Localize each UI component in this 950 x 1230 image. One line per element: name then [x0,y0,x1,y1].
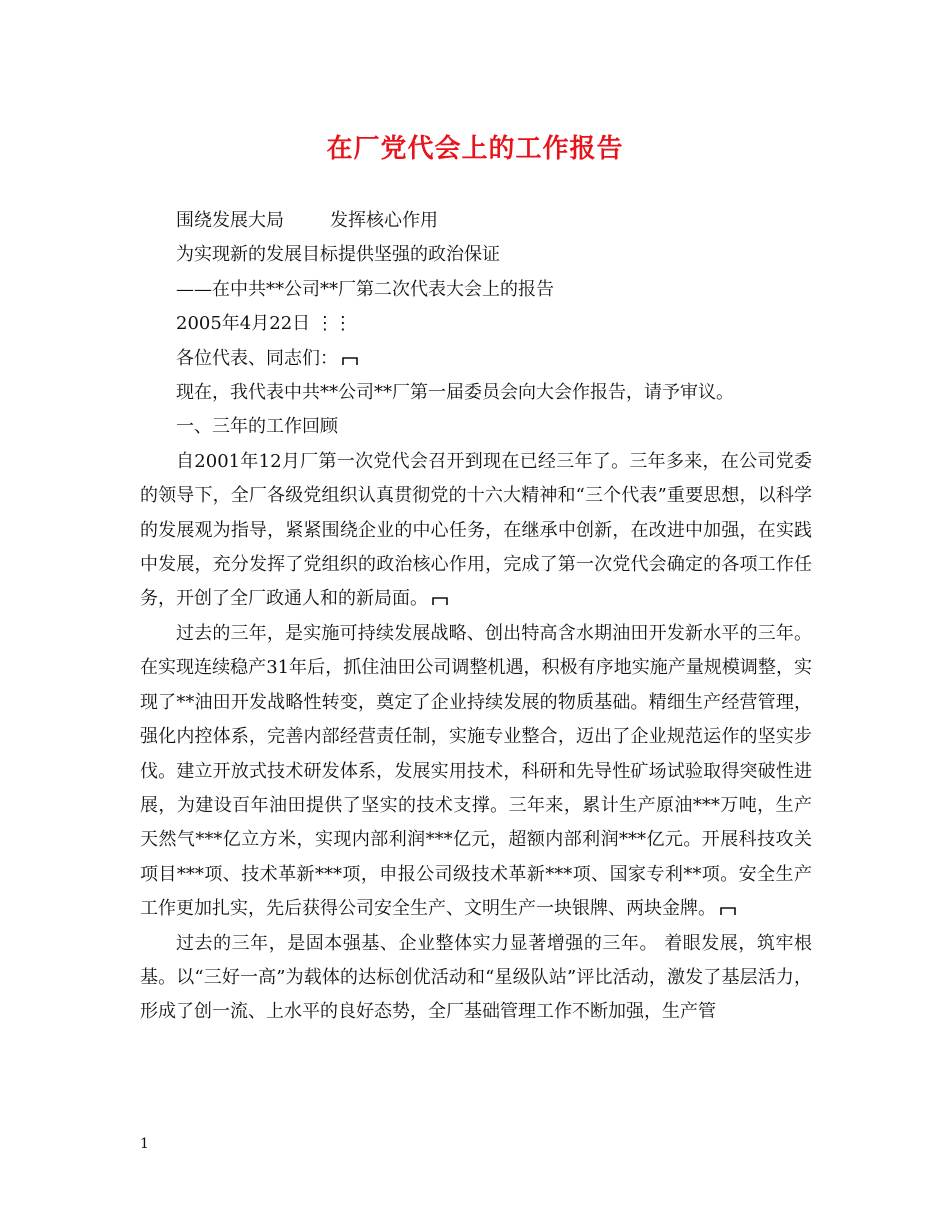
page-number: 1 [140,1136,149,1152]
paragraph-3: 过去的三年，是固本强基、企业整体实力显著增强的三年。 着眼发展，筑牢根基。以“三好一高”为载体的达标创优活动和“星级队站”评比活动，激发了基层活力，形成了创一流、上水平的良好态势，全厂基础管理工作不断加强，生产管 [140,932,812,1023]
salutation-line [140,342,812,376]
document-title: 在厂党代会上的工作报告 [326,134,624,164]
paragraph-mark-icon [432,596,448,606]
salutation: 各位代表、同志们： [176,347,338,369]
paragraph-1-text: 自2001年12月厂第一次党代会召开到现在已经三年了。三年多来，在公司党委的领导下，全厂各级党组织认真贯彻党的十六大精神和“三个代表”重要思想，以科学的发展观为指导，紧紧围绕企业的中心任务，在继承中创新，在改进中加强，在实践中发展，充分发挥了党组织的政治核心作用，完成了第一次党代会确定的各项工作任务，开创了全厂政通人和的新局面。 [140,450,812,610]
report-occasion: ——在中共**公司**厂第二次代表大会上的报告 [176,278,554,300]
theme-left: 围绕发展大局 [176,210,284,231]
section-heading: 一、三年的工作回顾 [176,416,338,438]
paragraph-2-text: 过去的三年，是实施可持续发展战略、创出特高含水期油田开发新水平的三年。在实现连续稳产31年后，抓住油田公司调整机遇，积极有序地实施产量规模调整，实现了**油田开发战略性转变，奠定了企业持续发展的物质基础。精细生产经营管理，强化内控体系，完善内部经营责任制，实施专业整合，迈出了企业规范运作的坚实步伐。建立开放式技术研发体系，发展实用技术，科研和先导性矿场试验取得突破性进展，为建设百年油田提供了坚实的技术支撑。三年来，累计生产原油***万吨，生产天然气***亿立方米，实现内部利润***亿元，超额内部利润***亿元。开展科技攻关项目***项、技术革新***项，申报公司级技术革新***项、国家专利**项。安全生产工作更加扎实，先后获得公司安全生产、文明生产一块银牌、两块金牌。 [140,622,812,920]
intro-line: 现在，我代表中共**公司**厂第一届委员会向大会作报告，请予审议。 [176,382,734,404]
theme-line [140,204,812,238]
report-date: 2005年4月22日 ⋮⋮ [176,313,352,335]
paragraph-2 [140,617,812,927]
document-body [140,204,812,1030]
paragraph-mark-icon [720,906,736,916]
report-subtitle: 为实现新的发展目标提供坚强的政治保证 [176,244,500,266]
paragraph-1 [140,445,812,617]
theme-right: 发挥核心作用 [330,210,438,231]
paragraph-mark-icon [342,356,358,366]
